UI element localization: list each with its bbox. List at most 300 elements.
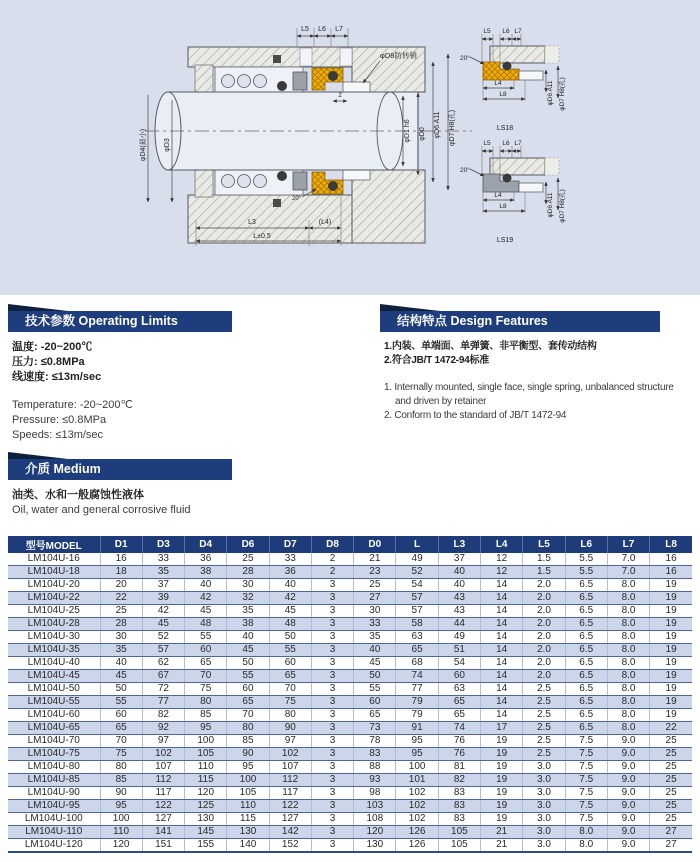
value-cell: 19 <box>481 813 523 826</box>
value-cell: 62 <box>142 657 184 670</box>
table-row <box>8 605 692 618</box>
value-cell: 52 <box>396 566 438 579</box>
value-cell: 14 <box>481 657 523 670</box>
value-cell: 55 <box>185 631 227 644</box>
value-cell: 14 <box>481 618 523 631</box>
features-cn-line: 1.内装、单端面、单弹簧、非平衡型、套传动结构 <box>384 341 597 352</box>
value-cell: 115 <box>185 774 227 787</box>
value-cell: 8.0 <box>565 839 607 853</box>
value-cell: 76 <box>438 748 480 761</box>
value-cell: 27 <box>650 839 692 853</box>
value-cell: 80 <box>269 709 311 722</box>
value-cell: 122 <box>269 800 311 813</box>
dim-label-l3: L3 <box>248 219 256 226</box>
value-cell: 130 <box>354 839 396 853</box>
value-cell: 40 <box>354 644 396 657</box>
value-cell: 50 <box>227 657 269 670</box>
value-cell: 82 <box>142 709 184 722</box>
value-cell: 32 <box>227 592 269 605</box>
value-cell: 54 <box>396 579 438 592</box>
value-cell: 9.0 <box>607 787 649 800</box>
value-cell: 49 <box>396 553 438 566</box>
value-cell: 9.0 <box>607 826 649 839</box>
value-cell: 19 <box>650 605 692 618</box>
value-cell: 50 <box>269 631 311 644</box>
value-cell: 110 <box>185 761 227 774</box>
value-cell: 122 <box>142 800 184 813</box>
dim-label-l5-ls18: L5 <box>483 28 491 35</box>
value-cell: 75 <box>100 748 142 761</box>
value-cell: 100 <box>396 761 438 774</box>
value-cell: 3 <box>311 761 353 774</box>
value-cell: 3 <box>311 579 353 592</box>
value-cell: 57 <box>142 644 184 657</box>
value-cell: 76 <box>438 735 480 748</box>
value-cell: 85 <box>227 735 269 748</box>
model-cell: LM104U-70 <box>8 735 100 748</box>
value-cell: 25 <box>650 813 692 826</box>
table-row <box>8 839 692 853</box>
value-cell: 14 <box>481 709 523 722</box>
view-caption-ls19: LS19 <box>496 237 514 244</box>
value-cell: 68 <box>396 657 438 670</box>
value-cell: 3 <box>311 748 353 761</box>
value-cell: 58 <box>396 618 438 631</box>
value-cell: 75 <box>269 696 311 709</box>
value-cell: 14 <box>481 670 523 683</box>
value-cell: 83 <box>354 748 396 761</box>
value-cell: 110 <box>100 826 142 839</box>
value-cell: 9.0 <box>607 761 649 774</box>
value-cell: 140 <box>227 839 269 853</box>
value-cell: 90 <box>100 787 142 800</box>
value-cell: 35 <box>354 631 396 644</box>
value-cell: 2.0 <box>523 631 565 644</box>
model-cell: LM104U-30 <box>8 631 100 644</box>
value-cell: 70 <box>269 683 311 696</box>
value-cell: 8.0 <box>607 709 649 722</box>
value-cell: 73 <box>354 722 396 735</box>
spec-table <box>8 536 692 853</box>
value-cell: 117 <box>142 787 184 800</box>
value-cell: 30 <box>100 631 142 644</box>
value-cell: 33 <box>269 553 311 566</box>
value-cell: 65 <box>438 696 480 709</box>
value-cell: 7.5 <box>565 774 607 787</box>
value-cell: 126 <box>396 839 438 853</box>
features-en-line: 1. Internally mounted, single face, single spring, unbalanced structure <box>384 382 674 393</box>
value-cell: 3.0 <box>523 787 565 800</box>
value-cell: 8.0 <box>607 631 649 644</box>
table-row <box>8 618 692 631</box>
value-cell: 9.0 <box>607 813 649 826</box>
features-en-line: 2. Conform to the standard of JB/T 1472-94 <box>384 410 567 421</box>
value-cell: 40 <box>438 566 480 579</box>
value-cell: 77 <box>142 696 184 709</box>
value-cell: 103 <box>354 800 396 813</box>
table-row <box>8 826 692 839</box>
col-header-L4: L4 <box>481 536 523 553</box>
value-cell: 1.5 <box>523 566 565 579</box>
value-cell: 90 <box>269 722 311 735</box>
value-cell: 101 <box>396 774 438 787</box>
value-cell: 27 <box>354 592 396 605</box>
value-cell: 8.0 <box>607 644 649 657</box>
value-cell: 112 <box>142 774 184 787</box>
table-row <box>8 553 692 566</box>
value-cell: 79 <box>396 696 438 709</box>
col-header-D3: D3 <box>142 536 184 553</box>
table-row <box>8 644 692 657</box>
value-cell: 17 <box>481 722 523 735</box>
value-cell: 8.0 <box>607 605 649 618</box>
value-cell: 152 <box>269 839 311 853</box>
value-cell: 37 <box>438 553 480 566</box>
value-cell: 45 <box>354 657 396 670</box>
value-cell: 65 <box>396 644 438 657</box>
value-cell: 8.0 <box>565 826 607 839</box>
dim-label-d8-pin: φD8防转销 <box>380 51 417 60</box>
value-cell: 80 <box>227 722 269 735</box>
value-cell: 120 <box>100 839 142 853</box>
value-cell: 60 <box>227 683 269 696</box>
table-row <box>8 709 692 722</box>
value-cell: 78 <box>354 735 396 748</box>
value-cell: 3 <box>311 592 353 605</box>
value-cell: 2.5 <box>523 709 565 722</box>
value-cell: 3.0 <box>523 839 565 853</box>
value-cell: 100 <box>227 774 269 787</box>
value-cell: 85 <box>185 709 227 722</box>
table-row <box>8 592 692 605</box>
value-cell: 3 <box>311 826 353 839</box>
value-cell: 63 <box>396 631 438 644</box>
model-cell: LM104U-80 <box>8 761 100 774</box>
value-cell: 70 <box>100 735 142 748</box>
table-row <box>8 800 692 813</box>
model-cell: LM104U-25 <box>8 605 100 618</box>
value-cell: 3.0 <box>523 761 565 774</box>
col-header-D8: D8 <box>311 536 353 553</box>
value-cell: 55 <box>269 644 311 657</box>
value-cell: 19 <box>650 683 692 696</box>
limits-cn-line: 压力: ≤0.8MPa <box>12 356 85 368</box>
value-cell: 107 <box>269 761 311 774</box>
value-cell: 117 <box>269 787 311 800</box>
model-cell: LM104U-100 <box>8 813 100 826</box>
table-row <box>8 774 692 787</box>
limits-cn-line: 线速度: ≤13m/sec <box>12 371 102 383</box>
value-cell: 3 <box>311 683 353 696</box>
limits-en-line: Pressure: ≤0.8MPa <box>12 414 107 426</box>
value-cell: 92 <box>142 722 184 735</box>
value-cell: 28 <box>100 618 142 631</box>
value-cell: 12 <box>481 566 523 579</box>
value-cell: 5.5 <box>565 553 607 566</box>
value-cell: 3 <box>311 813 353 826</box>
value-cell: 40 <box>438 579 480 592</box>
value-cell: 7.5 <box>565 787 607 800</box>
value-cell: 142 <box>269 826 311 839</box>
value-cell: 6.5 <box>565 644 607 657</box>
value-cell: 7.0 <box>607 566 649 579</box>
value-cell: 9.0 <box>607 735 649 748</box>
col-header-D4: D4 <box>185 536 227 553</box>
value-cell: 19 <box>650 579 692 592</box>
value-cell: 3 <box>311 774 353 787</box>
value-cell: 19 <box>481 761 523 774</box>
value-cell: 6.5 <box>565 657 607 670</box>
value-cell: 48 <box>269 618 311 631</box>
value-cell: 3.0 <box>523 774 565 787</box>
value-cell: 2 <box>311 566 353 579</box>
value-cell: 21 <box>481 826 523 839</box>
value-cell: 55 <box>227 670 269 683</box>
dim-label-2: 2 <box>338 92 342 99</box>
value-cell: 25 <box>354 579 396 592</box>
value-cell: 105 <box>438 839 480 853</box>
value-cell: 155 <box>185 839 227 853</box>
value-cell: 16 <box>100 553 142 566</box>
value-cell: 70 <box>185 670 227 683</box>
value-cell: 38 <box>185 566 227 579</box>
dim-label-l6-ls19: L6 <box>502 140 510 147</box>
value-cell: 27 <box>650 826 692 839</box>
value-cell: 81 <box>438 761 480 774</box>
table-row <box>8 696 692 709</box>
model-cell: LM104U-40 <box>8 657 100 670</box>
value-cell: 39 <box>142 592 184 605</box>
limits-en-line: Temperature: -20~200℃ <box>12 399 133 411</box>
value-cell: 105 <box>438 826 480 839</box>
operating-limits-title: 技术参数 Operating Limits <box>25 314 178 328</box>
value-cell: 3 <box>311 735 353 748</box>
value-cell: 2.0 <box>523 670 565 683</box>
dim-label-d7-ls19: φD7 H8(孔) <box>559 189 566 223</box>
value-cell: 35 <box>227 605 269 618</box>
value-cell: 43 <box>438 605 480 618</box>
model-cell: LM104U-28 <box>8 618 100 631</box>
medium-body <box>8 488 692 518</box>
value-cell: 6.5 <box>565 709 607 722</box>
value-cell: 2.0 <box>523 592 565 605</box>
value-cell: 127 <box>142 813 184 826</box>
value-cell: 19 <box>650 631 692 644</box>
value-cell: 45 <box>227 644 269 657</box>
value-cell: 3.0 <box>523 813 565 826</box>
value-cell: 14 <box>481 683 523 696</box>
value-cell: 9.0 <box>607 774 649 787</box>
col-header-D6: D6 <box>227 536 269 553</box>
value-cell: 95 <box>227 761 269 774</box>
value-cell: 120 <box>185 787 227 800</box>
value-cell: 7.0 <box>607 553 649 566</box>
value-cell: 112 <box>269 774 311 787</box>
value-cell: 36 <box>185 553 227 566</box>
value-cell: 23 <box>354 566 396 579</box>
value-cell: 37 <box>142 579 184 592</box>
value-cell: 102 <box>269 748 311 761</box>
model-cell: LM104U-85 <box>8 774 100 787</box>
dim-label-l5-ls19: L5 <box>483 140 491 147</box>
value-cell: 45 <box>142 618 184 631</box>
value-cell: 14 <box>481 644 523 657</box>
value-cell: 7.5 <box>565 748 607 761</box>
value-cell: 9.0 <box>607 748 649 761</box>
dim-label-l7-ls18: L7 <box>514 28 522 35</box>
value-cell: 65 <box>438 709 480 722</box>
dim-label-angle-ls19: 20° <box>460 167 470 174</box>
design-features-header <box>380 311 660 332</box>
value-cell: 43 <box>438 592 480 605</box>
value-cell: 28 <box>227 566 269 579</box>
value-cell: 95 <box>396 748 438 761</box>
dim-label-d4: φD4(最小) <box>140 128 147 162</box>
value-cell: 9.0 <box>607 839 649 853</box>
value-cell: 19 <box>650 618 692 631</box>
detail-view-ls19 <box>460 140 566 244</box>
value-cell: 60 <box>185 644 227 657</box>
value-cell: 2.0 <box>523 657 565 670</box>
value-cell: 6.5 <box>565 618 607 631</box>
value-cell: 3 <box>311 696 353 709</box>
value-cell: 102 <box>396 813 438 826</box>
value-cell: 35 <box>100 644 142 657</box>
value-cell: 19 <box>481 748 523 761</box>
dim-label-l7-ls19: L7 <box>514 140 522 147</box>
model-cell: LM104U-18 <box>8 566 100 579</box>
value-cell: 3 <box>311 618 353 631</box>
value-cell: 82 <box>438 774 480 787</box>
dim-label-l4-ref: (L4) <box>318 219 332 226</box>
table-row <box>8 566 692 579</box>
value-cell: 30 <box>354 605 396 618</box>
table-row <box>8 787 692 800</box>
value-cell: 5.5 <box>565 566 607 579</box>
value-cell: 105 <box>227 787 269 800</box>
value-cell: 42 <box>269 592 311 605</box>
model-cell: LM104U-16 <box>8 553 100 566</box>
col-header-L6: L6 <box>565 536 607 553</box>
value-cell: 3 <box>311 787 353 800</box>
value-cell: 50 <box>354 670 396 683</box>
value-cell: 14 <box>481 592 523 605</box>
value-cell: 16 <box>650 566 692 579</box>
value-cell: 55 <box>100 696 142 709</box>
value-cell: 42 <box>185 592 227 605</box>
value-cell: 54 <box>438 657 480 670</box>
detail-view-ls18 <box>460 28 566 132</box>
value-cell: 60 <box>354 696 396 709</box>
value-cell: 42 <box>142 605 184 618</box>
value-cell: 72 <box>142 683 184 696</box>
value-cell: 8.0 <box>607 579 649 592</box>
model-cell: LM104U-50 <box>8 683 100 696</box>
value-cell: 45 <box>185 605 227 618</box>
dim-label-d6-ls19: φD6 A11 <box>547 192 554 218</box>
value-cell: 2.0 <box>523 579 565 592</box>
dim-label-l8-ls19: L8 <box>499 203 507 210</box>
value-cell: 25 <box>100 605 142 618</box>
value-cell: 6.5 <box>565 579 607 592</box>
design-features-body <box>380 340 692 423</box>
value-cell: 6.5 <box>565 592 607 605</box>
col-header-L7: L7 <box>607 536 649 553</box>
value-cell: 70 <box>227 709 269 722</box>
dim-label-d3: φD3 <box>164 138 171 152</box>
value-cell: 125 <box>185 800 227 813</box>
value-cell: 75 <box>185 683 227 696</box>
value-cell: 33 <box>354 618 396 631</box>
value-cell: 25 <box>650 774 692 787</box>
value-cell: 130 <box>227 826 269 839</box>
value-cell: 6.5 <box>565 631 607 644</box>
value-cell: 19 <box>650 592 692 605</box>
value-cell: 3 <box>311 800 353 813</box>
value-cell: 2.5 <box>523 722 565 735</box>
value-cell: 77 <box>396 683 438 696</box>
value-cell: 44 <box>438 618 480 631</box>
value-cell: 19 <box>650 644 692 657</box>
value-cell: 65 <box>185 657 227 670</box>
model-cell: LM104U-95 <box>8 800 100 813</box>
features-en-line: and driven by retainer <box>395 396 487 407</box>
col-header-L: L <box>396 536 438 553</box>
value-cell: 80 <box>185 696 227 709</box>
value-cell: 60 <box>100 709 142 722</box>
value-cell: 83 <box>438 813 480 826</box>
value-cell: 100 <box>185 735 227 748</box>
value-cell: 25 <box>227 553 269 566</box>
model-cell: LM104U-60 <box>8 709 100 722</box>
value-cell: 7.5 <box>565 735 607 748</box>
value-cell: 93 <box>354 774 396 787</box>
value-cell: 102 <box>396 787 438 800</box>
value-cell: 40 <box>100 657 142 670</box>
value-cell: 83 <box>438 787 480 800</box>
value-cell: 6.5 <box>565 670 607 683</box>
value-cell: 3 <box>311 722 353 735</box>
value-cell: 3 <box>311 644 353 657</box>
value-cell: 14 <box>481 631 523 644</box>
dim-label-d7-ls18: φD7 H8(孔) <box>559 77 566 111</box>
value-cell: 22 <box>650 722 692 735</box>
main-assembly-view <box>138 26 472 246</box>
value-cell: 67 <box>142 670 184 683</box>
value-cell: 8.0 <box>607 592 649 605</box>
value-cell: 40 <box>269 579 311 592</box>
value-cell: 91 <box>396 722 438 735</box>
table-row <box>8 735 692 748</box>
col-header-D7: D7 <box>269 536 311 553</box>
value-cell: 100 <box>100 813 142 826</box>
dim-label-d0: φD0 <box>419 127 426 141</box>
value-cell: 95 <box>396 735 438 748</box>
value-cell: 8.0 <box>607 618 649 631</box>
value-cell: 14 <box>481 605 523 618</box>
medium-title: 介质 Medium <box>25 462 101 476</box>
value-cell: 38 <box>227 618 269 631</box>
value-cell: 19 <box>650 657 692 670</box>
value-cell: 19 <box>650 709 692 722</box>
value-cell: 21 <box>481 839 523 853</box>
value-cell: 25 <box>650 787 692 800</box>
value-cell: 19 <box>481 735 523 748</box>
value-cell: 88 <box>354 761 396 774</box>
value-cell: 151 <box>142 839 184 853</box>
value-cell: 57 <box>396 592 438 605</box>
value-cell: 2.5 <box>523 748 565 761</box>
